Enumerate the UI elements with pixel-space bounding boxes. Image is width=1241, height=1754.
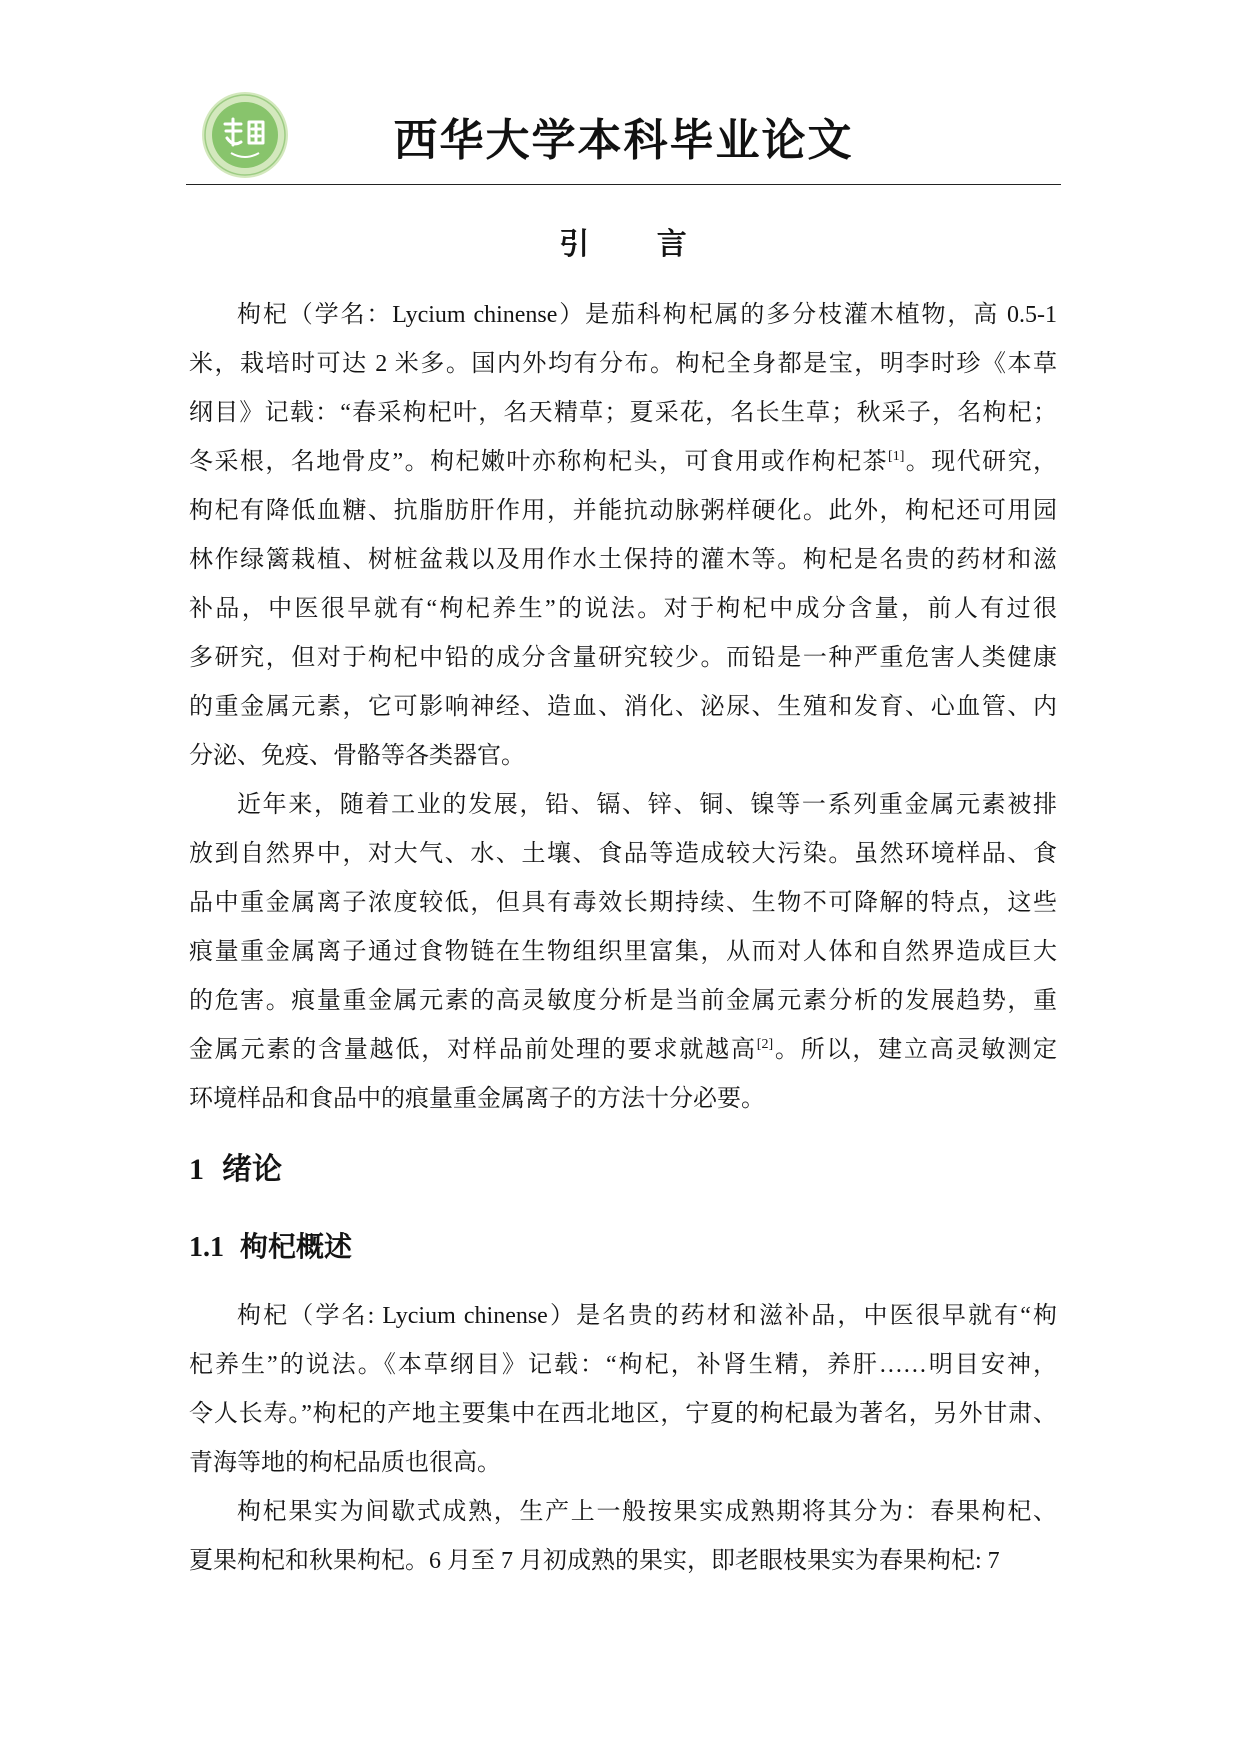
header-rule <box>186 184 1061 185</box>
paragraph <box>189 291 1057 781</box>
chapter-title: 绪论 <box>222 1153 282 1186</box>
text-line <box>189 1026 1057 1075</box>
section-heading <box>189 1228 352 1268</box>
chapter-heading <box>189 1149 282 1191</box>
citation-ref: [2] <box>756 1037 774 1052</box>
text-segment: 。现代研究， <box>904 449 1057 475</box>
text-line: 近年来，随着工业的发展，铅、镉、锌、铜、镍等一系列重金属元素被排 <box>237 792 1057 818</box>
text-line: 杞养生”的说法。《本草纲目》记载：“枸杞，补肾生精，养肝……明目安神， <box>189 1352 1057 1378</box>
intro-heading: 引 言 <box>559 228 687 261</box>
citation-ref: [1] <box>888 449 905 464</box>
text-line: 枸杞（学名：Lycium chinense）是茄科枸杞属的多分枝灌木植物，高 0.5-1 <box>237 302 1057 328</box>
section-number: 1.1 <box>189 1232 224 1263</box>
text-line: 的危害。痕量重金属元素的高灵敏度分析是当前金属元素分析的发展趋势，重 <box>189 988 1057 1014</box>
text-line: 多研究，但对于枸杞中铅的成分含量研究较少。而铅是一种严重危害人类健康 <box>189 645 1057 671</box>
intro-body <box>189 291 1057 1124</box>
paragraph <box>189 1488 1057 1586</box>
text-line: 补品，中医很早就有“枸杞养生”的说法。对于枸杞中成分含量，前人有过很 <box>189 596 1057 622</box>
text-line: 环境样品和食品中的痕量重金属离子的方法十分必要。 <box>189 1086 765 1112</box>
text-line: 夏果枸杞和秋果枸杞。6 月至 7 月初成熟的果实，即老眼枝果实为春果枸杞: 7 <box>189 1548 1000 1574</box>
section-body <box>189 1292 1057 1586</box>
text-line: 分泌、免疫、骨骼等各类器官。 <box>189 743 525 769</box>
text-line: 品中重金属离子浓度较低，但具有毒效长期持续、生物不可降解的特点，这些 <box>189 890 1057 916</box>
text-line: 纲目》记载：“春采枸杞叶，名天精草；夏采花，名长生草；秋采子，名枸杞； <box>189 400 1057 426</box>
text-line: 米，栽培时可达 2 米多。国内外均有分布。枸杞全身都是宝，明李时珍《本草 <box>189 351 1057 377</box>
text-line: 放到自然界中，对大气、水、土壤、食品等造成较大污染。虽然环境样品、食 <box>189 841 1057 867</box>
text-line: 枸杞（学名: Lycium chinense）是名贵的药材和滋补品，中医很早就有“枸 <box>237 1303 1057 1329</box>
text-segment: 金属元素的含量越低，对样品前处理的要求就越高 <box>189 1037 757 1063</box>
text-line: 枸杞果实为间歇式成熟，生产上一般按果实成熟期将其分为：春果枸杞、 <box>237 1499 1057 1525</box>
text-line: 枸杞有降低血糖、抗脂肪肝作用，并能抗动脉粥样硬化。此外，枸杞还可用园 <box>189 498 1057 524</box>
paragraph <box>189 1292 1057 1488</box>
text-segment: 。所以，建立高灵敏测定 <box>773 1037 1057 1063</box>
text-line: 青海等地的枸杞品质也很高。 <box>189 1450 501 1476</box>
text-line: 令人长寿。”枸杞的产地主要集中在西北地区，宁夏的枸杞最为著名，另外甘肃、 <box>189 1401 1057 1427</box>
text-line: 痕量重金属离子通过食物链在生物组织里富集，从而对人体和自然界造成巨大 <box>189 939 1057 965</box>
text-line <box>189 438 1057 487</box>
chapter-number: 1 <box>189 1153 204 1186</box>
text-segment: 冬采根，名地骨皮”。枸杞嫩叶亦称枸杞头，可食用或作枸杞茶 <box>189 449 889 475</box>
paragraph <box>189 781 1057 1124</box>
document-header-title: 西华大学本科毕业论文 <box>393 116 854 165</box>
section-title: 枸杞概述 <box>240 1232 353 1263</box>
text-line: 林作绿篱栽植、树桩盆栽以及用作水土保持的灌木等。枸杞是名贵的药材和滋 <box>189 547 1057 573</box>
text-line: 的重金属元素，它可影响神经、造血、消化、泌尿、生殖和发育、心血管、内 <box>189 694 1057 720</box>
